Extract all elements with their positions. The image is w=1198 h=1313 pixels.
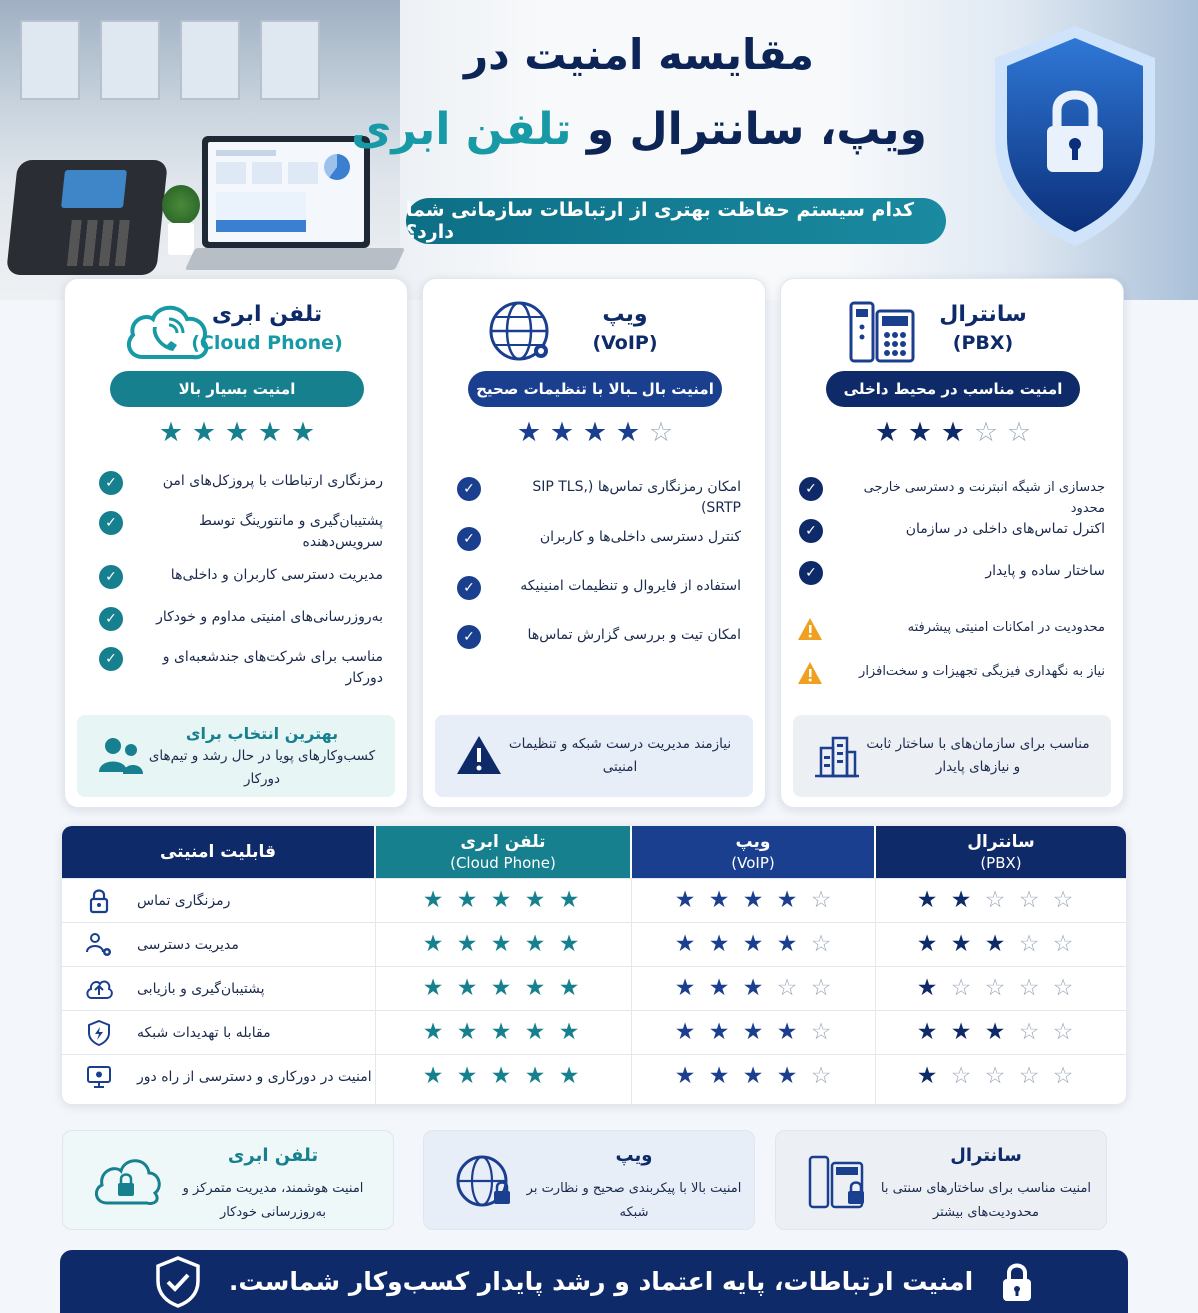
star-filled-icon: ★	[742, 1019, 764, 1045]
star-filled-icon: ★	[257, 417, 283, 448]
star-empty-icon: ☆	[1018, 975, 1040, 1001]
table-row	[62, 922, 1126, 966]
row-label: امنیت در دورکاری و دسترسی از راه دور	[137, 1069, 372, 1085]
star-filled-icon: ★	[456, 1019, 478, 1045]
star-empty-icon: ☆	[1018, 931, 1040, 957]
rating-voip	[672, 976, 834, 1001]
shield-bolt-icon	[84, 1018, 114, 1048]
header-pbx: سانترال (PBX)	[876, 826, 1126, 878]
star-filled-icon: ★	[422, 931, 444, 957]
star-empty-icon: ☆	[1052, 1063, 1074, 1089]
lock-icon	[84, 886, 114, 916]
security-level-pill: امنیت مناسب در محیط داخلی	[826, 371, 1080, 407]
star-filled-icon: ★	[549, 417, 575, 448]
card-title-fa: سانترال	[939, 302, 1027, 327]
star-filled-icon: ★	[422, 975, 444, 1001]
summary-pbx	[775, 1130, 1107, 1230]
star-filled-icon: ★	[916, 887, 938, 913]
card-title-en: (PBX)	[952, 332, 1014, 354]
rating-cloud	[420, 1064, 582, 1089]
star-empty-icon: ☆	[1052, 975, 1074, 1001]
star-empty-icon: ☆	[1018, 887, 1040, 913]
feature-item: ✓ به‌روزرسانی‌های امنیتی مداوم و خودکار	[99, 607, 383, 631]
rating-pbx	[914, 1020, 1076, 1045]
star-filled-icon: ★	[916, 931, 938, 957]
suitability-box	[793, 715, 1111, 797]
star-filled-icon: ★	[191, 417, 217, 448]
feature-item: ✓ پشتیبان‌گیری و مانتورینگ توسط سرویس‌دهنده	[99, 511, 383, 553]
star-empty-icon: ☆	[1006, 417, 1032, 448]
rating-voip	[672, 1064, 834, 1089]
star-empty-icon: ☆	[1018, 1063, 1040, 1089]
check-icon: ✓	[457, 625, 481, 649]
remote-monitor-icon	[84, 1062, 114, 1092]
star-empty-icon: ☆	[973, 417, 999, 448]
star-empty-icon: ☆	[648, 417, 674, 448]
footer-text: امنیت ارتباطات، پایه اعتماد و رشد پایدار کسب‌وکار شماست.	[228, 1267, 974, 1296]
card-title	[883, 301, 1083, 357]
plant-image	[162, 185, 200, 255]
rating-pbx	[914, 1064, 1076, 1089]
star-empty-icon: ☆	[984, 1063, 1006, 1089]
star-filled-icon: ★	[456, 975, 478, 1001]
summary-title: سانترال	[950, 1145, 1022, 1166]
star-filled-icon: ★	[490, 1063, 512, 1089]
summary-cloud	[62, 1130, 394, 1230]
star-filled-icon: ★	[558, 975, 580, 1001]
check-icon: ✓	[457, 527, 481, 551]
rating-cloud	[420, 888, 582, 913]
star-filled-icon: ★	[224, 417, 250, 448]
row-label: مقابله با تهدیدات شبکه	[137, 1025, 271, 1041]
summary-title: ویپ	[615, 1145, 653, 1166]
check-icon: ✓	[99, 565, 123, 589]
star-filled-icon: ★	[422, 1019, 444, 1045]
note-text: کسب‌وکارهای پویا در حال رشد و تیم‌های دورکار	[148, 747, 376, 787]
header-capability: قابلیت امنیتی	[62, 826, 374, 878]
star-filled-icon: ★	[708, 931, 730, 957]
check-icon: ✓	[99, 607, 123, 631]
rating-voip	[672, 932, 834, 957]
lock-icon	[999, 1261, 1035, 1303]
summary-title: تلفن ابری	[227, 1145, 319, 1166]
warning-item: محدودیت در امکانات امنیتی پیشرفته	[797, 617, 1105, 641]
table-row	[62, 1054, 1126, 1098]
summary-text: امنیت بالا با پیکربندی صحیح و نظارت بر شبکه	[526, 1181, 742, 1220]
table-row	[62, 878, 1126, 922]
star-filled-icon: ★	[916, 975, 938, 1001]
star-filled-icon: ★	[524, 887, 546, 913]
security-level-pill: امنیت بسیار بالا	[110, 371, 364, 407]
header-cloud: تلفن ابری (Cloud Phone)	[376, 826, 630, 878]
cloud-backup-icon	[84, 974, 114, 1004]
row-label: پشتیبان‌گیری و بازیابی	[137, 981, 265, 997]
star-filled-icon: ★	[490, 887, 512, 913]
check-icon: ✓	[457, 477, 481, 501]
card-title-fa: تلفن ابری	[211, 302, 323, 327]
check-icon: ✓	[799, 561, 823, 585]
rating-voip	[672, 888, 834, 913]
star-empty-icon: ☆	[950, 975, 972, 1001]
table-row	[62, 1010, 1126, 1054]
feature-item: ✓ رمزنگاری ارتباطات با پروزکل‌های امن	[99, 471, 383, 495]
star-empty-icon: ☆	[1018, 1019, 1040, 1045]
rating-stars	[781, 419, 1125, 446]
feature-item: ✓ مناسب برای شرکت‌های جندشعبه‌ای و دورکار	[99, 647, 383, 689]
pbx-lock-icon	[804, 1151, 874, 1213]
rating-pbx	[914, 888, 1076, 913]
page-title: مقایسه امنیت در	[463, 30, 815, 79]
card-title-fa: ویپ	[602, 302, 648, 327]
star-filled-icon: ★	[524, 975, 546, 1001]
card-pbx	[780, 278, 1124, 808]
desk-phone-image	[6, 160, 168, 275]
requirement-box	[435, 715, 753, 797]
star-filled-icon: ★	[456, 887, 478, 913]
feature-item: ✓ استفاده از فایروال و تنظیمات امنینیکه	[457, 576, 741, 600]
star-filled-icon: ★	[558, 1063, 580, 1089]
comparison-table	[62, 826, 1126, 1104]
star-filled-icon: ★	[674, 887, 696, 913]
building-icon	[811, 730, 863, 782]
star-filled-icon: ★	[940, 417, 966, 448]
star-empty-icon: ☆	[950, 1063, 972, 1089]
title-part-cloud: تلفن ابری	[351, 104, 572, 155]
summary-voip	[423, 1130, 755, 1230]
rating-cloud	[420, 976, 582, 1001]
star-filled-icon: ★	[524, 931, 546, 957]
subtitle-pill: کدام سیستم حفاظت بهتری از ارتباطات سازمانی شما دارد؟	[406, 198, 946, 244]
warning-item: نیاز به نگهداری فیزیگی تجهیزات و سخت‌افزار	[797, 661, 1105, 685]
feature-item: ✓ ساختار ساده و پایدار	[799, 561, 1105, 585]
star-empty-icon: ☆	[810, 931, 832, 957]
globe-lock-icon	[452, 1151, 522, 1213]
star-filled-icon: ★	[558, 1019, 580, 1045]
row-label: رمزنگاری تماس	[137, 893, 231, 909]
users-gear-icon	[84, 930, 114, 960]
warning-triangle-icon	[453, 730, 505, 782]
star-filled-icon: ★	[516, 417, 542, 448]
star-filled-icon: ★	[456, 1063, 478, 1089]
rating-cloud	[420, 1020, 582, 1045]
cloud-lock-icon	[91, 1151, 161, 1213]
star-filled-icon: ★	[558, 931, 580, 957]
star-filled-icon: ★	[776, 887, 798, 913]
feature-item: ✓ اکترل تماس‌های داخلی در سازمان	[799, 519, 1105, 543]
star-filled-icon: ★	[916, 1063, 938, 1089]
header-voip: ویپ (VoIP)	[632, 826, 874, 878]
star-empty-icon: ☆	[1052, 887, 1074, 913]
card-voip	[422, 278, 766, 808]
team-users-icon	[95, 730, 147, 782]
star-filled-icon: ★	[708, 1063, 730, 1089]
star-filled-icon: ★	[950, 887, 972, 913]
warning-icon	[797, 617, 823, 641]
star-filled-icon: ★	[674, 1019, 696, 1045]
star-empty-icon: ☆	[1052, 931, 1074, 957]
star-filled-icon: ★	[708, 887, 730, 913]
star-filled-icon: ★	[742, 1063, 764, 1089]
star-empty-icon: ☆	[776, 975, 798, 1001]
star-filled-icon: ★	[776, 1019, 798, 1045]
star-filled-icon: ★	[950, 1019, 972, 1045]
shield-check-icon	[153, 1255, 203, 1309]
check-icon: ✓	[99, 471, 123, 495]
summary-text: امنیت هوشمند، مدیریت متمرکز و به‌روزرسانی خودکار	[182, 1181, 364, 1220]
rating-cloud	[420, 932, 582, 957]
rating-pbx	[914, 976, 1076, 1001]
footer-banner	[60, 1250, 1128, 1313]
card-title-en: (VoIP)	[592, 332, 658, 354]
star-filled-icon: ★	[456, 931, 478, 957]
security-level-pill: امنیت بال ـبالا با تنظیمات صحیح	[468, 371, 722, 407]
summary-text: امنیت مناسب برای ساختارهای سنتی با محدودیت‌های بیشتر	[880, 1181, 1092, 1220]
star-filled-icon: ★	[582, 417, 608, 448]
star-filled-icon: ★	[674, 931, 696, 957]
star-filled-icon: ★	[490, 931, 512, 957]
star-filled-icon: ★	[422, 1063, 444, 1089]
star-filled-icon: ★	[524, 1019, 546, 1045]
star-filled-icon: ★	[490, 1019, 512, 1045]
feature-item: ✓ جدسازی از شیگه انبترنت و دسترسی خارجی محدود	[799, 477, 1105, 519]
star-filled-icon: ★	[615, 417, 641, 448]
rating-stars	[65, 419, 409, 446]
star-empty-icon: ☆	[810, 975, 832, 1001]
star-filled-icon: ★	[742, 887, 764, 913]
feature-item: ✓ کنترل دسترسی داخلی‌ها و کاربران	[457, 527, 741, 551]
card-cloud-phone	[64, 278, 408, 808]
star-filled-icon: ★	[776, 931, 798, 957]
star-empty-icon: ☆	[810, 1063, 832, 1089]
rating-pbx	[914, 932, 1076, 957]
star-filled-icon: ★	[290, 417, 316, 448]
star-empty-icon: ☆	[984, 887, 1006, 913]
star-filled-icon: ★	[907, 417, 933, 448]
check-icon: ✓	[457, 576, 481, 600]
star-filled-icon: ★	[742, 931, 764, 957]
rating-voip	[672, 1020, 834, 1045]
star-filled-icon: ★	[422, 887, 444, 913]
row-label: مدیریت دسترسی	[137, 937, 239, 953]
star-filled-icon: ★	[950, 931, 972, 957]
star-filled-icon: ★	[558, 887, 580, 913]
star-filled-icon: ★	[776, 1063, 798, 1089]
star-filled-icon: ★	[874, 417, 900, 448]
check-icon: ✓	[99, 647, 123, 671]
recommendation-box	[77, 715, 395, 797]
title-part-voip-pbx: ویپ، سانترال و	[586, 104, 927, 155]
star-filled-icon: ★	[708, 975, 730, 1001]
star-filled-icon: ★	[158, 417, 184, 448]
note-text: نیازمند مدیریت درست شبکه و تنظیمات امنیتی	[508, 736, 732, 775]
star-filled-icon: ★	[708, 1019, 730, 1045]
check-icon: ✓	[99, 511, 123, 535]
star-filled-icon: ★	[742, 975, 764, 1001]
page-title-line2	[40, 104, 1198, 155]
star-filled-icon: ★	[490, 975, 512, 1001]
card-title	[525, 301, 725, 357]
check-icon: ✓	[799, 477, 823, 501]
star-filled-icon: ★	[524, 1063, 546, 1089]
card-title	[167, 301, 367, 357]
star-filled-icon: ★	[674, 975, 696, 1001]
feature-item: ✓ امکان رمزنگاری تماس‌ها (SIP TLS, SRTP)	[457, 477, 741, 519]
feature-item: ✓ مدیریت دسترسی کاربران و داخلی‌ها	[99, 565, 383, 589]
star-empty-icon: ☆	[810, 887, 832, 913]
star-filled-icon: ★	[984, 1019, 1006, 1045]
star-empty-icon: ☆	[810, 1019, 832, 1045]
note-title: بهترین انتخاب برای	[185, 723, 339, 743]
feature-item: ✓ امکان تیت و بررسی گزارش تماس‌ها	[457, 625, 741, 649]
star-filled-icon: ★	[916, 1019, 938, 1045]
star-filled-icon: ★	[984, 931, 1006, 957]
warning-icon	[797, 661, 823, 685]
rating-stars	[423, 419, 767, 446]
check-icon: ✓	[799, 519, 823, 543]
star-empty-icon: ☆	[984, 975, 1006, 1001]
star-empty-icon: ☆	[1052, 1019, 1074, 1045]
note-text: مناسب برای سازمان‌های با ساختار ثابت و نیازهای پایدار	[866, 736, 1090, 775]
table-row	[62, 966, 1126, 1010]
card-title-en: (Cloud Phone)	[191, 332, 343, 354]
star-filled-icon: ★	[674, 1063, 696, 1089]
